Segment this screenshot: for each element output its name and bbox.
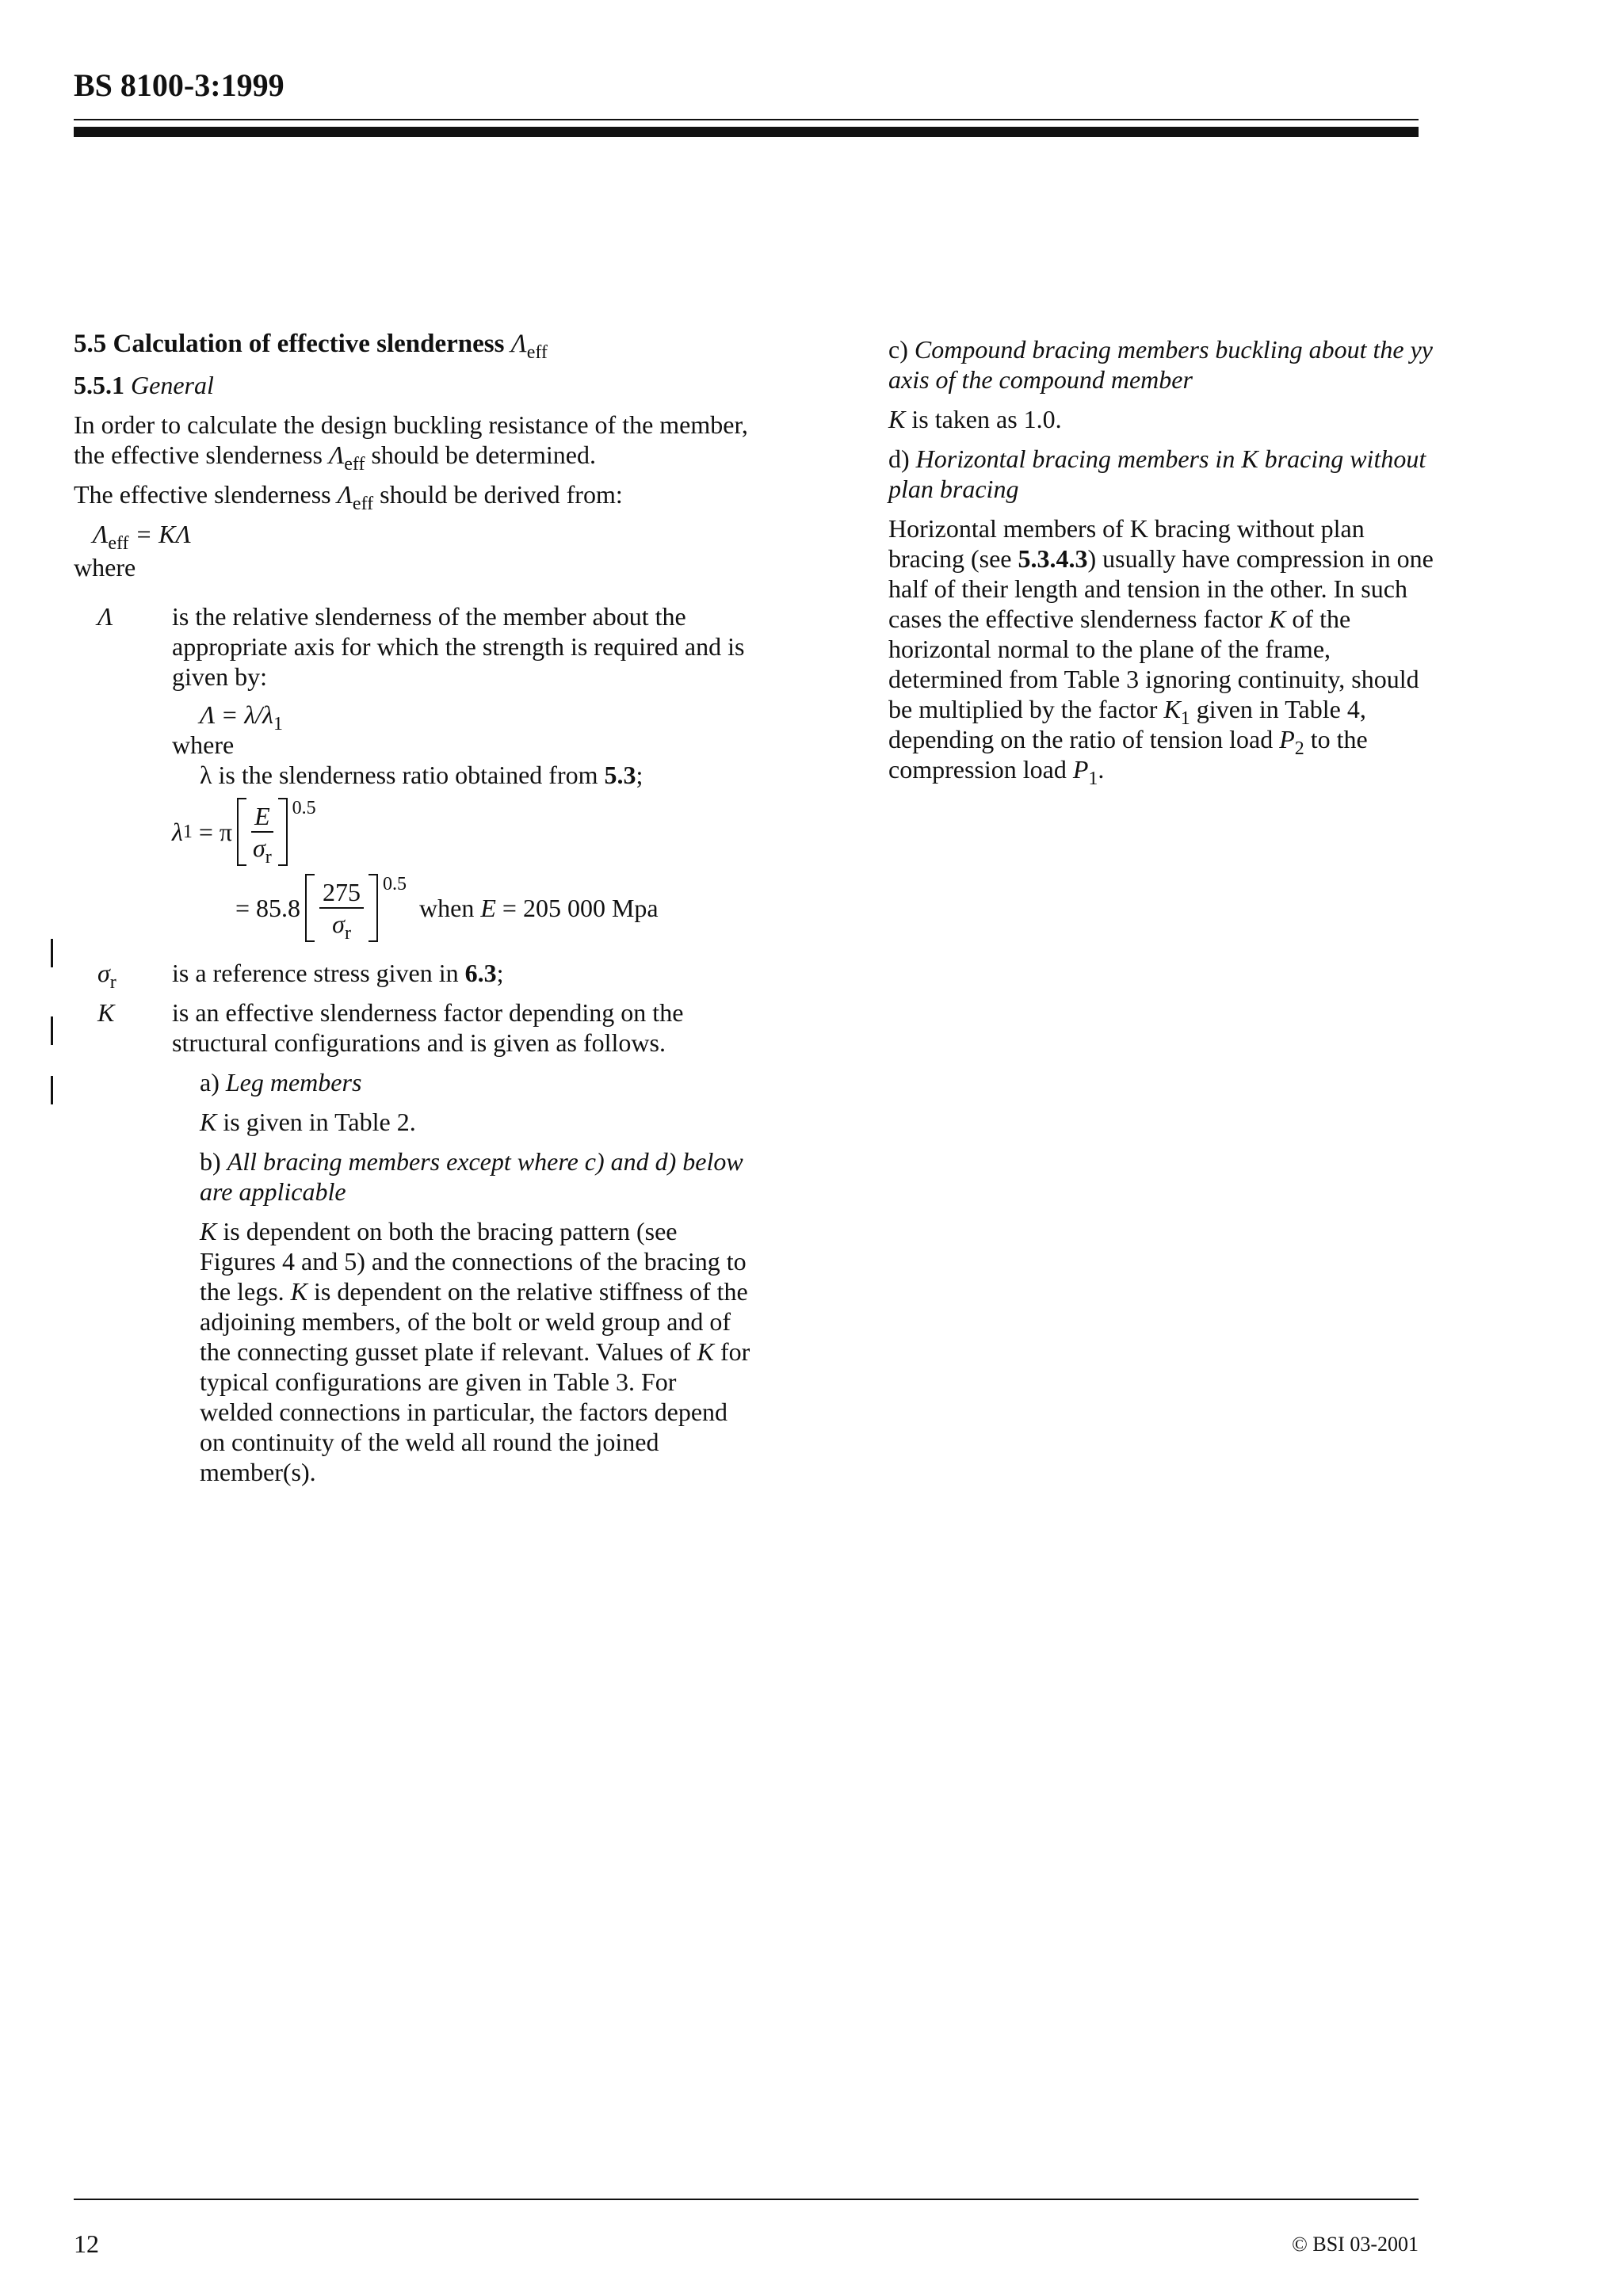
header-thick-rule bbox=[74, 127, 1419, 137]
paragraph: In order to calculate the design buckling resistance of the member, the effective slenderness $\Lambda_{eff}$ should be determined. bbox=[74, 410, 748, 475]
subsection-heading: 5.5.1 General bbox=[74, 371, 214, 399]
item-a-text: K is given in Table 2. bbox=[200, 1108, 416, 1136]
definition-text: is an effective slenderness factor depending on the structural configurations and is given as follows. bbox=[172, 998, 684, 1057]
header-thin-rule bbox=[74, 119, 1419, 120]
formula-lambda1-numeric: = 85.8 $\frac{275}{\sigma_r}$ 0.5 when E = 205 000 Mpa bbox=[235, 874, 659, 944]
formula-relative-slenderness: $\Lambda = \lambda/\lambda_1$ bbox=[200, 700, 283, 734]
definition-text: is the relative slenderness of the member about the appropriate axis for which the strength is required and is given by: bbox=[172, 602, 745, 691]
item-b-text: K is dependent on both the bracing pattern (see Figures 4 and 5) and the connections of the bracing to the legs. K is dependent on the relative stiffness of the adjoining members, of the bolt or weld group and of the connecting gusset plate if relevant. Values of K for typical configurations are given in Table 3. For welded connections in particular, the factors depend on continuity of the weld all round the joined member(s). bbox=[200, 1217, 750, 1486]
left-column bbox=[74, 329, 755, 1487]
definition-relative-slenderness bbox=[74, 601, 755, 947]
copyright-notice: © BSI 03-2001 bbox=[1292, 2233, 1419, 2256]
where-label: where bbox=[172, 730, 235, 759]
change-bar bbox=[51, 939, 53, 967]
definition-symbol: $\sigma_r$ bbox=[97, 959, 116, 993]
definition-reference-stress: $\sigma_r$ is a reference stress given in 6.3; bbox=[74, 958, 755, 988]
item-b-heading: b) All bracing members except where c) and d) below are applicable bbox=[200, 1147, 743, 1206]
right-column bbox=[888, 334, 1443, 789]
definition-slenderness-factor bbox=[74, 997, 755, 1487]
page-number: 12 bbox=[74, 2229, 99, 2258]
item-a-heading: a) Leg members bbox=[200, 1068, 362, 1097]
item-c-text: K is taken as 1.0. bbox=[888, 405, 1062, 433]
formula-lambda1: λ 1 = π $\frac{E}{\sigma_r}$ 0.5 bbox=[172, 798, 316, 868]
footer-rule bbox=[74, 2199, 1419, 2200]
where-label: where bbox=[74, 553, 136, 582]
slenderness-ratio-text: λ is the slenderness ratio obtained from 5.3; bbox=[200, 761, 643, 789]
item-c-heading: c) Compound bracing members buckling about the yy axis of the compound member bbox=[888, 335, 1433, 394]
formula-effective-slenderness: $\Lambda_{eff} = K\Lambda$ bbox=[93, 520, 191, 554]
definition-symbol: K bbox=[97, 998, 115, 1027]
change-bar bbox=[51, 1076, 53, 1104]
section-heading: 5.5 Calculation of effective slenderness $\Lambda_{eff}$ bbox=[74, 330, 548, 363]
change-bar bbox=[51, 1016, 53, 1045]
item-d-text: Horizontal members of K bracing without plan bracing (see 5.3.4.3) usually have compression in one half of their length and tension in the other. In such cases the effective slenderness factor K of the horizontal normal to the plane of the frame, determined from Table 3 ignoring continuity, should be multiplied by the factor $K_1$ given in Table 4, depending on the ratio of tension load $P_2$ to the compression load $P_1$. bbox=[888, 514, 1434, 789]
definition-symbol: Λ bbox=[97, 602, 113, 631]
item-d-heading: d) Horizontal bracing members in K bracing without plan bracing bbox=[888, 444, 1426, 503]
document-header-title: BS 8100-3:1999 bbox=[74, 67, 285, 103]
paragraph: The effective slenderness $\Lambda_{eff}$ should be derived from: bbox=[74, 480, 623, 514]
